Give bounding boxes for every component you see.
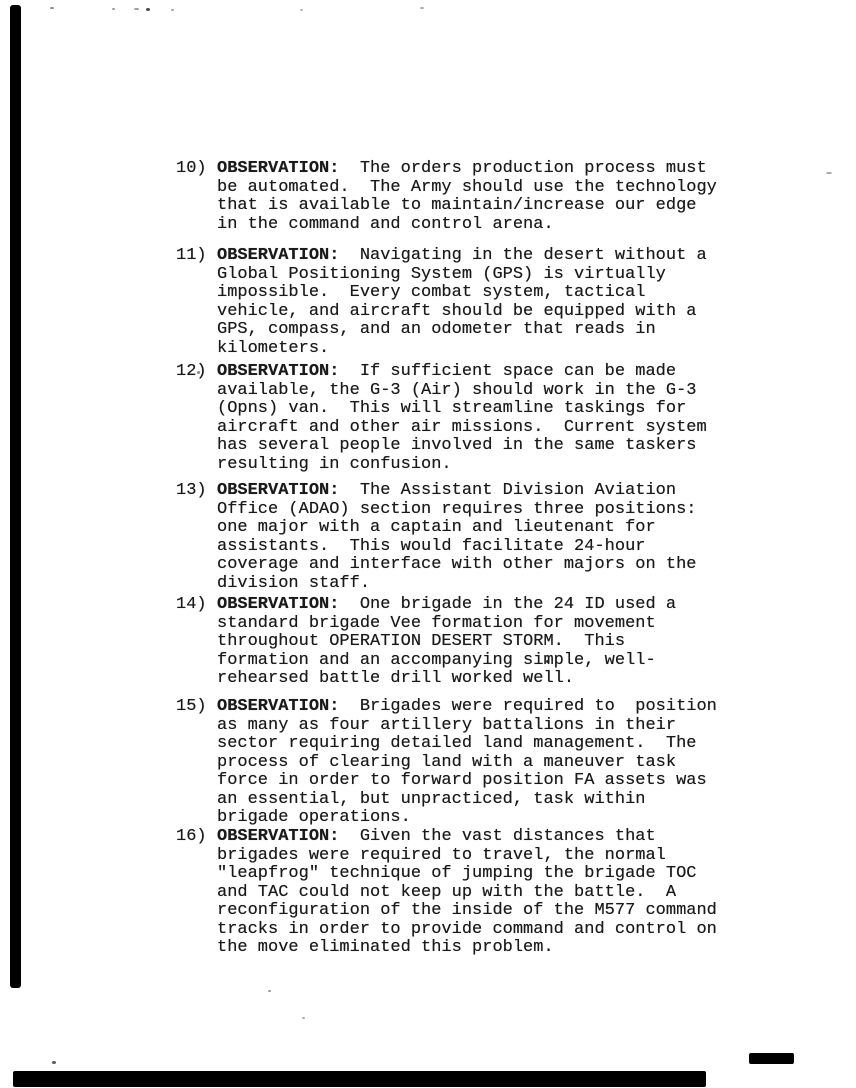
observation-text: If sufficient space can be made <box>339 362 677 381</box>
observation-label: OBSERVATION: <box>217 827 340 846</box>
observation-text: One brigade in the 24 ID used a <box>339 595 677 614</box>
observation-text-line: one major with a captain and lieutenant for <box>217 518 656 537</box>
observation-text-line: reconfiguration of the inside of the M577 command <box>217 901 717 920</box>
observation-text: Given the vast distances that <box>339 827 656 846</box>
observation-text-line: be automated. The Army should use the technology <box>217 177 717 197</box>
item-number: 10) <box>176 159 207 178</box>
observation-text-line: throughout OPERATION DESERT STORM. This <box>217 632 626 651</box>
observation-text-line: formation and an accompanying simple, well- <box>217 650 656 670</box>
observation-item <box>176 247 707 358</box>
observation-text-line: resulting in confusion. <box>217 454 452 474</box>
observation-text-line: coverage and interface with other majors on the <box>217 555 697 574</box>
observation-text-line: rehearsed battle drill worked well. <box>217 669 575 688</box>
observation-text-line: Office (ADAO) section requires three positions: <box>217 499 697 519</box>
observation-text-line: brigades were required to travel, the normal <box>217 845 666 865</box>
item-number: 16) <box>176 827 207 846</box>
observation-text-line: available, the G-3 (Air) should work in the G-3 <box>217 380 697 400</box>
observation-item <box>176 828 717 958</box>
observation-text-line: and TAC could not keep up with the battle. A <box>217 882 677 902</box>
observation-item <box>176 482 696 593</box>
observation-label: OBSERVATION: <box>217 595 340 614</box>
observation-first-line <box>176 363 707 382</box>
observation-text-line: division staff. <box>217 573 371 593</box>
observation-first-line <box>176 160 717 179</box>
item-number: 14) <box>176 595 207 614</box>
observation-text-line: an essential, but unpracticed, task within <box>217 789 646 809</box>
observation-text-line: assistants. This would facilitate 24-hour <box>217 536 646 556</box>
observation-text: Brigades were required to position <box>339 697 717 716</box>
observation-text-line: process of clearing land with a maneuver task <box>217 752 677 772</box>
observation-first-line <box>176 596 676 615</box>
observation-text-line: has several people involved in the same taskers <box>217 436 697 455</box>
observation-label: OBSERVATION: <box>217 159 340 178</box>
observation-text-line: impossible. Every combat system, tactical <box>217 283 646 302</box>
observation-text-line: kilometers. <box>217 338 330 358</box>
observation-text-line: vehicle, and aircraft should be equipped with a <box>217 301 697 321</box>
item-number: 12) <box>176 362 207 381</box>
observation-label: OBSERVATION: <box>217 362 340 381</box>
observation-item <box>176 596 676 689</box>
observation-text-line: standard brigade Vee formation for movement <box>217 613 656 633</box>
observation-text-line: as many as four artillery battalions in their <box>217 715 677 735</box>
item-number: 15) <box>176 697 207 716</box>
observation-text-line: the move eliminated this problem. <box>217 938 554 957</box>
observation-text-line: aircraft and other air missions. Current system <box>217 417 707 437</box>
observation-label: OBSERVATION: <box>217 481 340 500</box>
observation-text: The Assistant Division Aviation <box>339 481 677 500</box>
item-number: 11) <box>176 246 207 265</box>
observation-text-line: tracks in order to provide command and control on <box>217 919 717 939</box>
observation-first-line <box>176 828 717 847</box>
observation-text-line: (Opns) van. This will streamline taskings for <box>217 399 687 418</box>
observation-text-line: in the command and control arena. <box>217 214 554 234</box>
observation-text-line: that is available to maintain/increase our edge <box>217 196 697 215</box>
observation-first-line <box>176 698 717 717</box>
observation-label: OBSERVATION: <box>217 246 340 265</box>
item-number: 13) <box>176 481 207 500</box>
observation-text-line: Global Positioning System (GPS) is virtually <box>217 264 666 284</box>
observation-text-line: force in order to forward position FA assets was <box>217 771 707 790</box>
observation-first-line <box>176 482 696 501</box>
observation-text: Navigating in the desert without a <box>339 246 707 265</box>
observation-item <box>176 160 717 234</box>
observation-item <box>176 363 707 474</box>
observation-label: OBSERVATION: <box>217 697 340 716</box>
observation-first-line <box>176 247 707 266</box>
observation-item <box>176 698 717 828</box>
observation-text-line: sector requiring detailed land management. The <box>217 734 697 753</box>
observation-text-line: brigade operations. <box>217 808 411 827</box>
observation-text: The orders production process must <box>339 159 707 178</box>
observation-text-line: "leapfrog" technique of jumping the brigade TOC <box>217 864 697 883</box>
observation-text-line: GPS, compass, and an odometer that reads in <box>217 320 656 339</box>
